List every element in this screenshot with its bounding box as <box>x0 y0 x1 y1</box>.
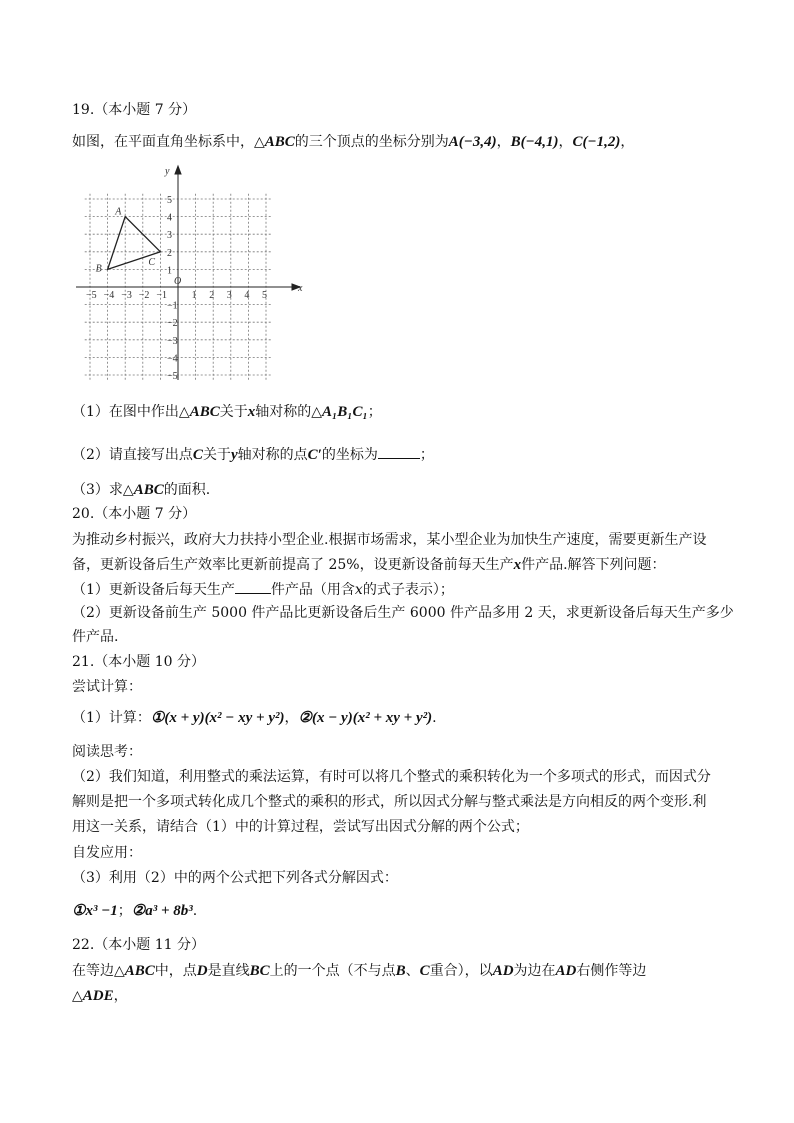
vertex-label-a: A <box>115 206 122 218</box>
q19-part1: （1）在图中作出△ABC关于x轴对称的△A₁B₁C₁； <box>72 404 382 420</box>
q19-part3: （3）求△ABC的面积. <box>72 482 211 498</box>
q21-part2-line3: 用这一关系，请结合（1）中的计算过程，尝试写出因式分解的两个公式； <box>72 819 529 835</box>
vertex-label-c: C <box>148 256 156 268</box>
y-axis-label: y <box>165 166 170 177</box>
answer-blank <box>378 444 420 459</box>
q21-reading-label: 阅读思考： <box>72 744 142 760</box>
y-tick-label: 1 <box>167 265 172 277</box>
y-tick-label: −1 <box>167 300 178 312</box>
y-tick-label: 5 <box>167 195 172 206</box>
point-a: A(−3,4) <box>448 134 497 150</box>
y-tick-label: 3 <box>167 230 172 242</box>
formula-1: ①x³ −1 <box>72 903 118 919</box>
expression-2: ②(x − y)(x² + xy + y²) <box>298 710 433 726</box>
expression-1: ①(x + y)(x² − xy + y²) <box>150 710 285 726</box>
x-axis-label: x <box>298 283 303 294</box>
y-tick-label: −5 <box>167 371 178 382</box>
x-tick-label: −4 <box>103 290 115 301</box>
y-axis-arrow <box>175 166 181 174</box>
x-tick-label: −3 <box>121 290 132 301</box>
q21-apply-label: 自发应用： <box>72 845 142 861</box>
tick-labels <box>86 195 267 382</box>
x-tick-label: 2 <box>209 290 215 301</box>
origin-label: O <box>174 276 182 287</box>
q19-intro: 如图，在平面直角坐标系中，△ABC的三个顶点的坐标分别为A(−3,4)，B(−4,1)，C(−1,2)， <box>72 134 635 150</box>
q19-part2: （2）请直接写出点C关于y轴对称的点C′的坐标为 ； <box>72 444 434 465</box>
q22-header: 22.（本小题 11 分） <box>72 937 205 953</box>
q21-try-label: 尝试计算： <box>72 679 142 695</box>
q20-part2-line2: 件产品. <box>72 629 119 645</box>
q21-part2-line2: 解则是把一个多项式转化成几个整式的乘积的形式，所以因式分解与整式乘法是方向相反的两个变形.利 <box>72 794 707 810</box>
point-b: B(−4,1) <box>510 134 559 150</box>
y-tick-label: 4 <box>167 212 172 224</box>
vertex-label-b: B <box>95 263 102 275</box>
q20-part1: （1）更新设备后每天生产 件产品（用含x的式子表示）； <box>72 579 454 600</box>
q20-line2: 备，更新设备后生产效率比更新前提高了 25%，设更新设备前每天生产x件产品.解答下列问题： <box>72 557 666 573</box>
q21-header: 21.（本小题 10 分） <box>72 654 205 670</box>
x-tick-label: −1 <box>156 290 168 301</box>
q21-formulas: ①x³ −1；②a³ + 8b³. <box>72 903 198 919</box>
q21-part2-line1: （2）我们知道，利用整式的乘法运算，有时可以将几个整式的乘积转化为一个多项式的形式，而因式分 <box>72 769 711 785</box>
x-tick-label: 5 <box>262 290 267 301</box>
point-c: C(−1,2) <box>572 134 621 150</box>
q21-part1: （1）计算：①(x + y)(x² − xy + y²)，②(x − y)(x² + xy + y²). <box>72 710 437 726</box>
x-tick-label: 1 <box>191 290 197 301</box>
coordinate-grid <box>72 164 312 386</box>
x-tick-label: 3 <box>226 290 232 301</box>
q19-header: 19.（本小题 7 分） <box>72 102 197 118</box>
answer-blank <box>235 579 271 594</box>
formula-2: ②a³ + 8b³ <box>131 903 193 919</box>
q20-header: 20.（本小题 7 分） <box>72 506 197 522</box>
y-tick-label: −3 <box>167 335 178 347</box>
q22-line1: 在等边△ABC中，点D是直线BC上的一个点（不与点B、C重合），以AD为边在AD右侧作等边 <box>72 963 647 979</box>
x-tick-label: 4 <box>244 290 250 301</box>
q22-line2: △ADE， <box>72 988 128 1004</box>
y-tick-label: −4 <box>167 353 178 365</box>
x-tick-label: −5 <box>86 290 97 301</box>
q21-part3: （3）利用（2）中的两个公式把下列各式分解因式： <box>72 870 398 886</box>
x-tick-label: −2 <box>138 290 150 301</box>
q20-line1: 为推动乡村振兴，政府大力扶持小型企业.根据市场需求，某小型企业为加快生产速度，需要更新生产设 <box>72 532 707 548</box>
q20-part2-line1: （2）更新设备前生产 5000 件产品比更新设备后生产 6000 件产品多用 2 天，求更新设备后每天生产多少 <box>72 605 734 621</box>
y-tick-label: −2 <box>167 318 178 330</box>
y-tick-label: 2 <box>167 247 172 259</box>
